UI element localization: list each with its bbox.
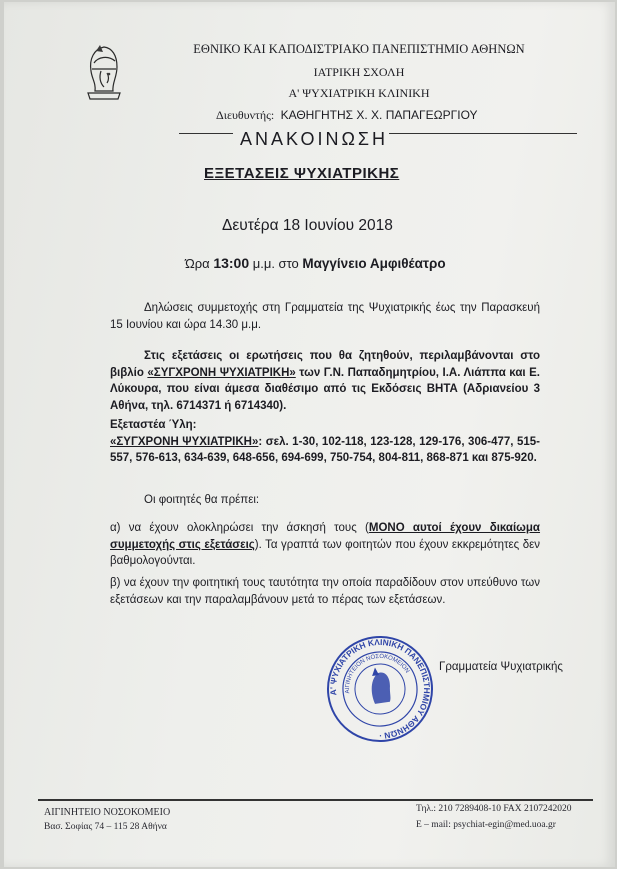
book-paragraph <box>110 348 540 414</box>
registration-paragraph: Δηλώσεις συμμετοχής στη Γραμματεία της Ψυχιατρικής έως την Παρασκευή 15 Ιουνίου και ώρα 14.30 μ.μ. <box>110 302 540 331</box>
syllabus-pages: : σελ. 1-30, 102-118, 123-128, 129-176, 306-477, 515-557, 576-613, 634-639, 648-656, 694-699, 750-754, 804-811, 868-871 και 875-920. <box>110 435 540 464</box>
requirement-a-rest: ). Τα γραπτά των φοιτητών που έχουν εκκρεμότητες δεν βαθμολογούνται. <box>110 538 540 567</box>
university-emblem-icon <box>82 43 126 101</box>
director-name: ΚΑΘΗΓΗΤΗΣ Χ. Χ. ΠΑΠΑΓΕΩΡΓΙΟΥ <box>280 108 478 122</box>
exam-date: Δευτέρα 18 Ιουνίου 2018 <box>222 217 393 234</box>
requirement-a-emphasis: ΜΟΝΟ αυτοί έχουν δικαίωμα συμμετοχής στις εξετάσεις <box>110 522 541 551</box>
signature-secretariat: Γραμματεία Ψυχιατρικής <box>439 661 563 673</box>
syllabus-paragraph <box>110 417 540 467</box>
director-label: Διευθυντής: <box>216 108 275 122</box>
footer-rule <box>38 799 593 801</box>
requirement-a-intro: α) να έχουν ολοκληρώσει την άσκησή τους ( <box>110 522 369 534</box>
book-paragraph-rest: των Γ.Ν. Παπαδημητρίου, Ι.Α. Λιάππα και Ε. Λύκουρα, που είναι άμεσα διαθέσιμο από τις Εκδόσεις ΒΗΤΑ (Αδριανείου 3 Αθήνα, τηλ. 6714371 ή 6714340). <box>110 366 540 412</box>
document-page <box>4 2 615 867</box>
stamp-inner-text: ΑΙΓΙΝΗΤΕΙΟΝ ΝΟΣΟΚΟΜΕΙΟΝ <box>344 653 411 694</box>
requirement-a <box>110 520 540 570</box>
director-line <box>216 108 478 123</box>
stamp-outer-text: Α' ΨΥΧΙΑΤΡΙΚΗ ΚΛΙΝΙΚΗ ΠΑΝΕΠΙΣΤΗΜΙΟΥ ΑΘΗΝΩΝ · <box>327 636 433 742</box>
syllabus-book-title: «ΣΥΓΧΡΟΝΗ ΨΥΧΙΑΤΡΙΚΗ» <box>110 435 259 448</box>
official-stamp <box>326 635 434 743</box>
announcement-title: ΑΝΑΚΟΙΝΩΣΗ <box>240 129 389 149</box>
title-rule-left <box>179 133 233 134</box>
time-mid: μ.μ. στο <box>249 256 303 271</box>
clinic-name: Α' ΨΥΧΙΑΤΡΙΚΗ ΚΛΙΝΙΚΗ <box>288 86 430 100</box>
syllabus-pages-line <box>110 434 540 467</box>
title-rule-right <box>389 133 577 134</box>
exam-time-venue <box>185 255 446 271</box>
university-name: ΕΘΝΙΚΟ ΚΑΙ ΚΑΠΟΔΙΣΤΡΙΑΚΟ ΠΑΝΕΠΙΣΤΗΜΙΟ ΑΘΗΝΩΝ <box>193 42 525 56</box>
footer-address: Βασ. Σοφίας 74 – 115 28 Αθήνα <box>44 822 167 832</box>
venue: Μαγγίνειο Αμφιθέατρο <box>302 256 446 271</box>
book-paragraph-intro: Στις εξετάσεις οι ερωτήσεις που θα ζητηθούν, περιλαμβάνονται στο βιβλίο <box>110 350 540 379</box>
students-intro: Οι φοιτητές θα πρέπει: <box>144 494 260 506</box>
school-name: ΙΑΤΡΙΚΗ ΣΧΟΛΗ <box>313 65 405 79</box>
footer-hospital: ΑΙΓΙΝΗΤΕΙΟ ΝΟΣΟΚΟΜΕΙΟ <box>44 807 171 818</box>
footer-phone: Τηλ.: 210 7289408-10 FAX 2107242020 <box>416 804 572 814</box>
footer-email: E – mail: psychiat-egin@med.uoa.gr <box>416 820 556 830</box>
syllabus-label: Εξεταστέα Ύλη: <box>110 419 197 431</box>
time-value: 13:00 <box>213 255 250 271</box>
time-prefix: Ώρα <box>185 256 214 271</box>
exam-subject: ΕΞΕΤΑΣΕΙΣ ΨΥΧΙΑΤΡΙΚΗΣ <box>204 165 400 182</box>
book-title: «ΣΥΓΧΡΟΝΗ ΨΥΧΙΑΤΡΙΚΗ» <box>147 366 296 379</box>
requirement-b: β) να έχουν την φοιτητική τους ταυτότητα την οποία παραδίδουν στον υπεύθυνο των εξετάσεων και την παραλαμβάνουν μετά το πέρας των εξετάσεων. <box>110 577 540 606</box>
